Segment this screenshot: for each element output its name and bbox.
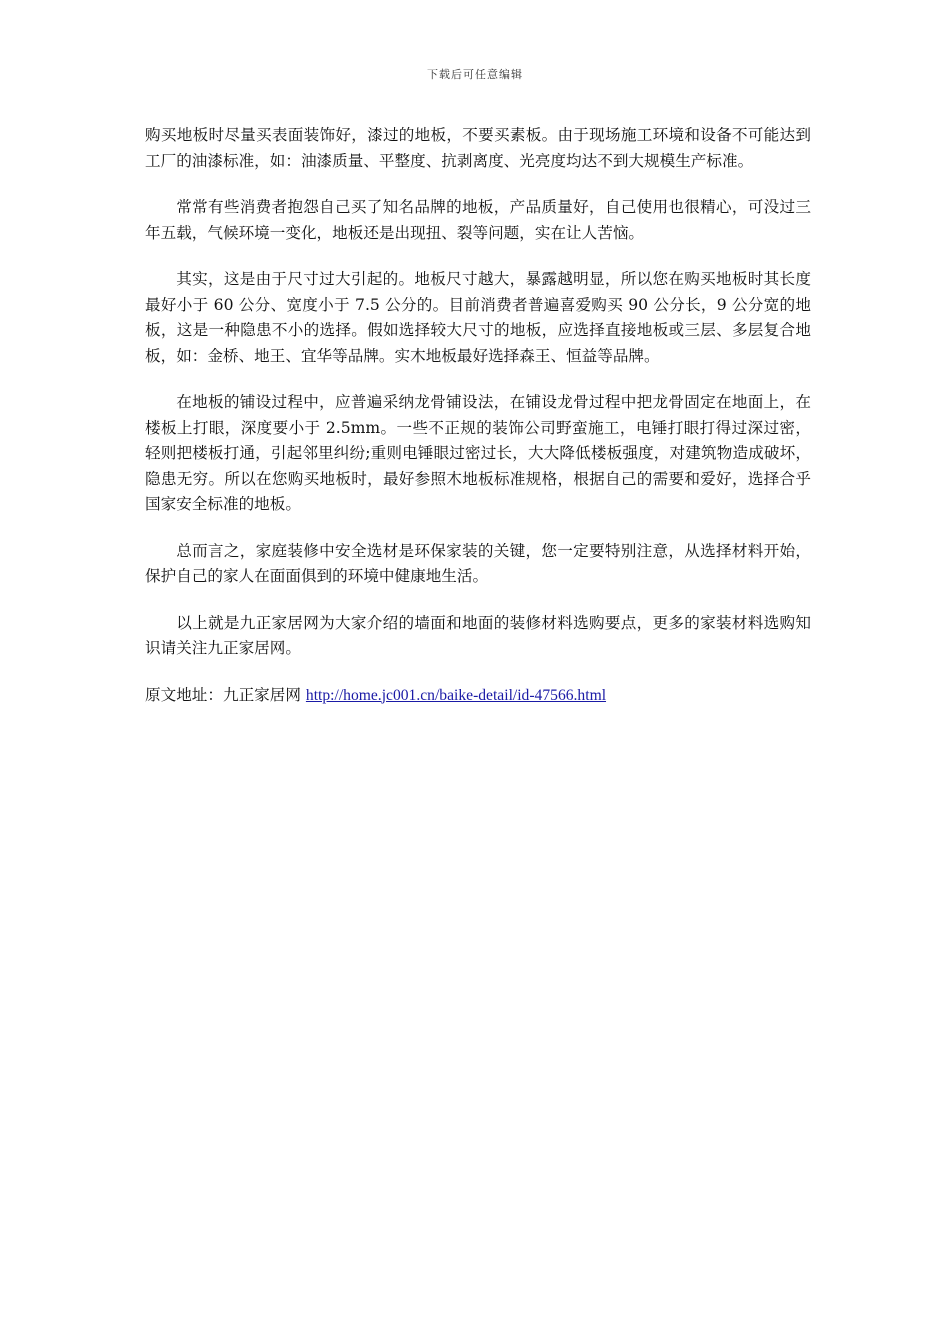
paragraph-6: 以上就是九正家居网为大家介绍的墙面和地面的装修材料选购要点，更多的家装材料选购知识请关注九正家居网。 bbox=[145, 613, 811, 657]
paragraph-2: 常常有些消费者抱怨自己买了知名品牌的地板，产品质量好，自己使用也很精心，可没过三年五载，气候环境一变化，地板还是出现扭、裂等问题，实在让人苦恼。 bbox=[145, 198, 811, 242]
paragraph-1: 购买地板时尽量买表面装饰好，漆过的地板，不要买素板。由于现场施工环境和设备不可能达到工厂的油漆标准，如：油漆质量、平整度、抗剥离度、光亮度均达不到大规模生产标准。 bbox=[145, 126, 811, 170]
page-header: 下载后可任意编辑 bbox=[427, 68, 523, 81]
paragraph-4: 在地板的铺设过程中，应普遍采纳龙骨铺设法，在铺设龙骨过程中把龙骨固定在地面上，在楼板上打眼，深度要小于 2.5mm。一些不正规的装饰公司野蛮施工，电锤打眼打得过深过密，轻则把楼板打通，引起邻里纠纷;重则电锤眼过密过长，大大降低楼板强度，对建筑物造成破坏，隐患无穷。所以在您购买地板时，最好参照木地板标准规格，根据自己的需要和爱好，选择合乎国家安全标准的地板。 bbox=[145, 393, 811, 513]
source-label: 原文地址：九正家居网 bbox=[145, 685, 306, 704]
source-link[interactable]: http://home.jc001.cn/baike-detail/id-47566.html bbox=[305, 686, 607, 704]
paragraph-3: 其实，这是由于尺寸过大引起的。地板尺寸越大，暴露越明显，所以您在购买地板时其长度最好小于 60 公分、宽度小于 7.5 公分的。目前消费者普遍喜爱购买 90 公分长，9 公分宽的地板，这是一种隐患不小的选择。假如选择较大尺寸的地板，应选择直接地板或三层、多层复合地板，如：金桥、地王、宜华等品牌。实木地板最好选择森王、恒益等品牌。 bbox=[145, 270, 811, 365]
paragraph-5: 总而言之，家庭装修中安全选材是环保家装的关键，您一定要特别注意，从选择材料开始，保护自己的家人在面面俱到的环境中健康地生活。 bbox=[145, 541, 811, 585]
source-line bbox=[145, 683, 811, 709]
document-body bbox=[145, 123, 811, 729]
